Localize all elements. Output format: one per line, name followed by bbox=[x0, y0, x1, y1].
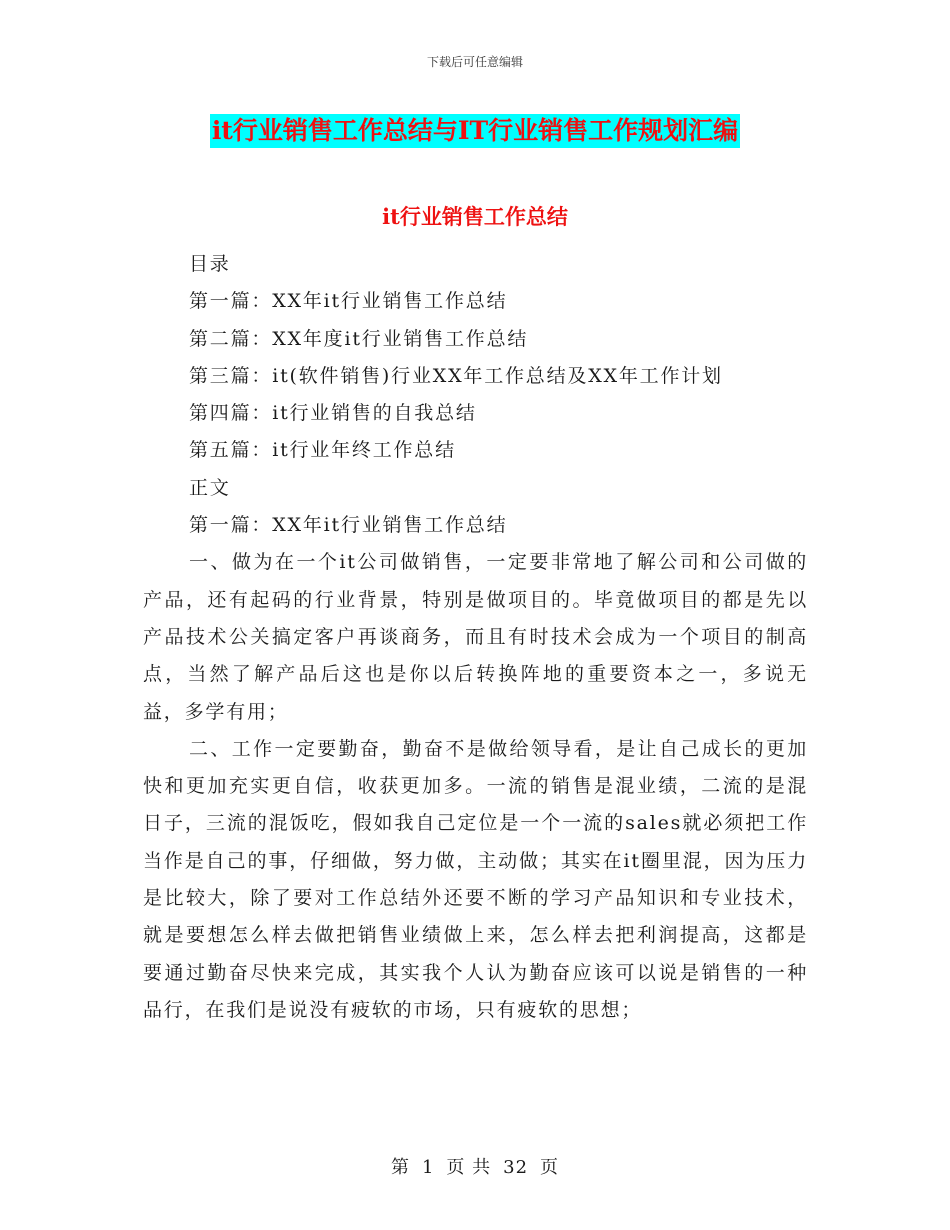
footer-suffix: 页 bbox=[540, 1157, 560, 1178]
toc-item: 第五篇：it行业年终工作总结 bbox=[189, 439, 456, 462]
document-body bbox=[143, 246, 808, 1029]
body-heading: 正文 bbox=[189, 476, 231, 499]
page-number: 1 bbox=[421, 1157, 435, 1178]
section-title: 第一篇：XX年it行业销售工作总结 bbox=[189, 514, 508, 537]
toc-item: 第一篇：XX年it行业销售工作总结 bbox=[189, 290, 508, 313]
toc-heading: 目录 bbox=[189, 253, 231, 275]
main-title-container bbox=[0, 114, 950, 148]
main-title: it行业销售工作总结与IT行业销售工作规划汇编 bbox=[210, 114, 740, 148]
page-footer bbox=[0, 1153, 950, 1179]
toc-item: 第三篇：it(软件销售)行业XX年工作总结及XX年工作计划 bbox=[189, 364, 723, 387]
paragraph: 一、做为在一个it公司做销售，一定要非常地了解公司和公司做的产品，还有起码的行业背景，特别是做项目的。毕竟做项目的都是先以产品技术公关搞定客户再谈商务，而且有时技术会成为一个项目的制高点，当然了解产品后这也是你以后转换阵地的重要资本之一，多说无益，多学有用； bbox=[143, 551, 808, 723]
toc-item: 第二篇：XX年度it行业销售工作总结 bbox=[189, 327, 529, 350]
header-note: 下载后可任意编辑 bbox=[426, 55, 523, 69]
page-total: 32 bbox=[503, 1157, 529, 1178]
sub-title: it行业销售工作总结 bbox=[382, 204, 568, 229]
paragraph: 二、工作一定要勤奋，勤奋不是做给领导看，是让自己成长的更加快和更加充实更自信，收获更加多。一流的销售是混业绩，二流的是混日子，三流的混饭吃，假如我自己定位是一个一流的sales就必须把工作当作是自己的事，仔细做，努力做，主动做；其实在it圈里混，因为压力是比较大，除了要对工作总结外还要不断的学习产品知识和专业技术，就是要想怎么样去做把销售业绩做上来，怎么样去把利润提高，这都是要通过勤奋尽快来完成，其实我个人认为勤奋应该可以说是销售的一种品行，在我们是说没有疲软的市场，只有疲软的思想； bbox=[143, 737, 808, 1021]
footer-prefix: 第 bbox=[390, 1157, 410, 1178]
toc-item: 第四篇：it行业销售的自我总结 bbox=[189, 402, 477, 425]
footer-middle: 页 共 bbox=[446, 1157, 492, 1178]
